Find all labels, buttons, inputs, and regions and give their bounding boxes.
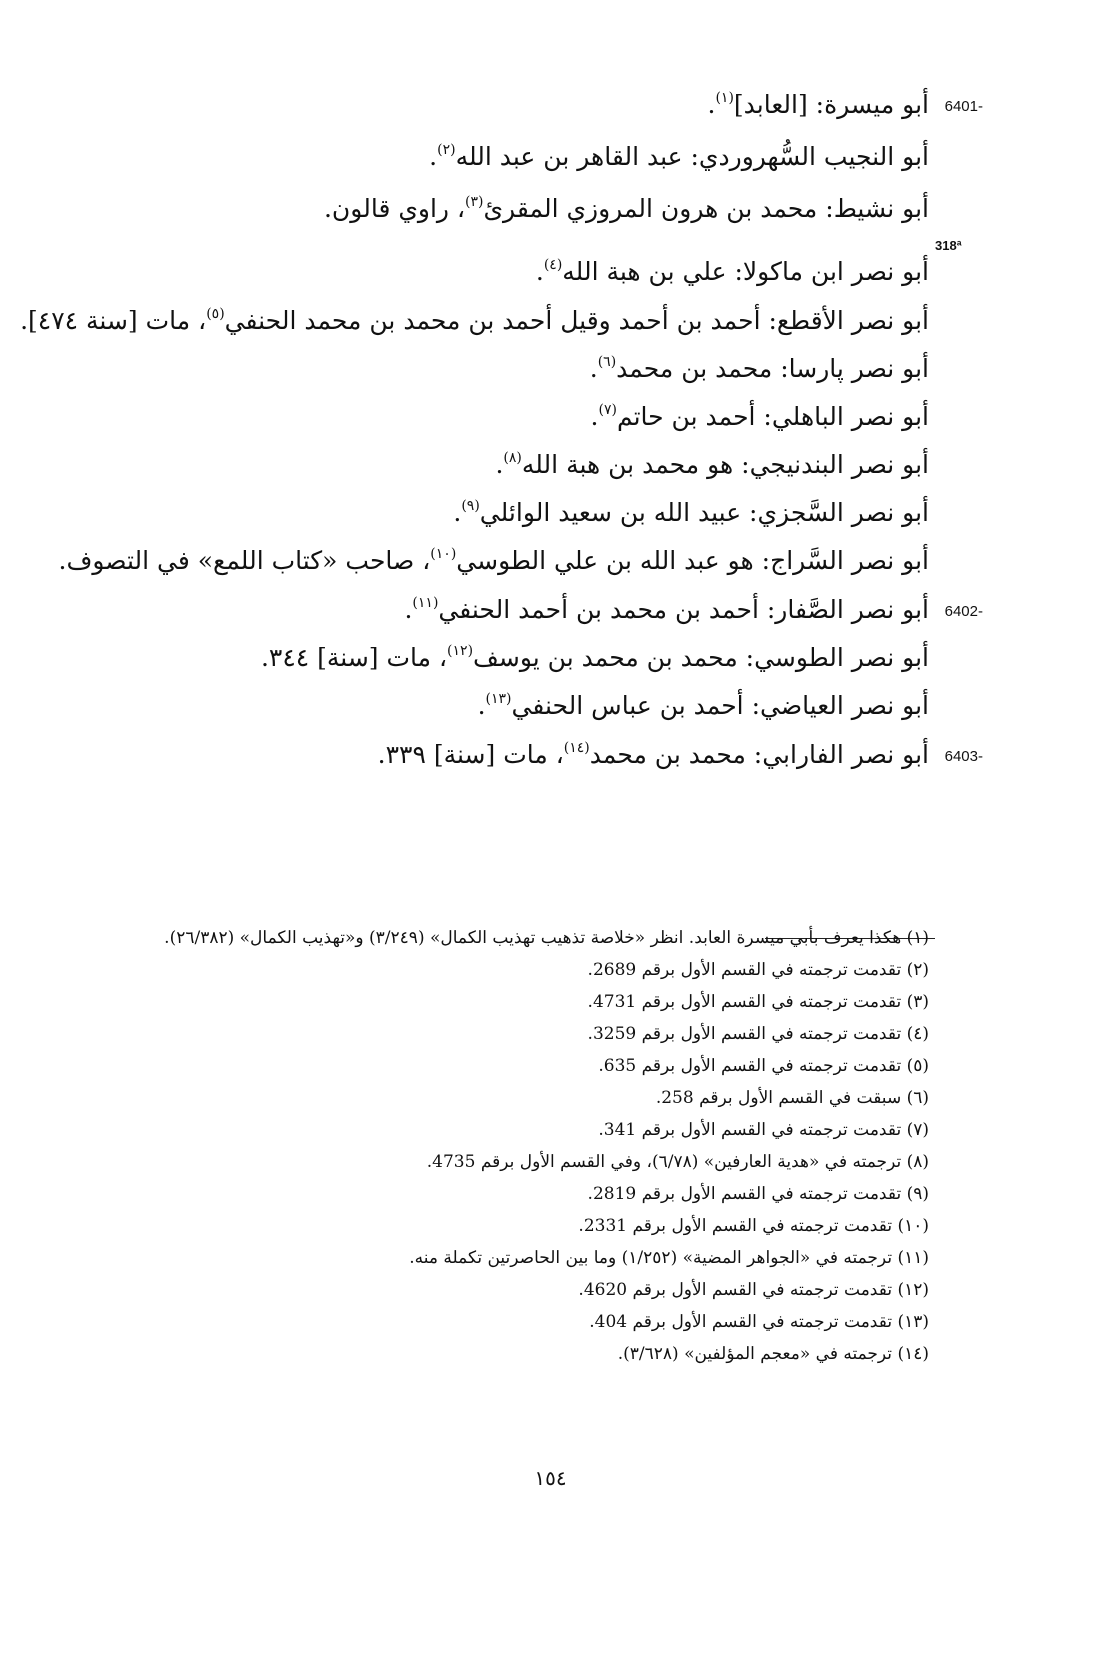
entry-8 — [495, 448, 929, 482]
footnote-ref[interactable]: (٣) — [465, 194, 484, 210]
footnote-13: (١٣) تقدمت ترجمته في القسم الأول برقم 404. — [589, 1312, 929, 1332]
entry-text-tail: ، مات [سنة ٤٧٤]. — [20, 306, 207, 335]
entry-text: أبو نصر البندنيجي: هو محمد بن هبة الله — [521, 450, 929, 479]
page-number: ١٥٤ — [534, 1466, 567, 1490]
footnote-ref[interactable]: (١) — [715, 90, 734, 106]
entry-text: أبو نصر پارسا: محمد بن محمد — [616, 354, 929, 383]
entry-4 — [536, 255, 929, 289]
footnote-2: (٢) تقدمت ترجمته في القسم الأول برقم 2689. — [587, 960, 929, 980]
entry-text: أبو نصر العياضي: أحمد بن عباس الحنفي — [511, 691, 929, 720]
footnote-12: (١٢) تقدمت ترجمته في القسم الأول برقم 4620. — [578, 1280, 929, 1300]
footnote-ref[interactable]: (١٠) — [430, 546, 457, 562]
footnote-5: (٥) تقدمت ترجمته في القسم الأول برقم 635. — [598, 1056, 929, 1076]
footnote-9: (٩) تقدمت ترجمته في القسم الأول برقم 2819. — [587, 1184, 929, 1204]
entry-text-tail: . — [429, 142, 438, 171]
entry-text: أبو نشيط: محمد بن هرون المروزي المقرئ — [483, 194, 929, 223]
entry-text: أبو النجيب السُّهروردي: عبد القاهر بن عبد الله — [455, 142, 929, 171]
entry-text-tail: ، مات [سنة] ٣٤٤. — [260, 643, 448, 672]
entry-text-tail: ، صاحب «كتاب اللمع» في التصوف. — [58, 546, 431, 575]
entry-number: 6403- — [944, 748, 983, 765]
entry-7 — [591, 400, 929, 434]
entry-text: أبو نصر الأقطع: أحمد بن أحمد وقيل أحمد بن محمد بن محمد الحنفي — [224, 306, 929, 335]
footnote-ref[interactable]: (٨) — [503, 450, 522, 466]
footnote-11: (١١) ترجمته في «الجواهر المضية» (١/٢٥٢) وما بين الحاصرتين تكملة منه. — [409, 1248, 929, 1268]
entry-10 — [59, 544, 930, 578]
footnote-ref[interactable]: (٢) — [437, 142, 456, 158]
footnote-ref[interactable]: (٥) — [206, 306, 225, 322]
margin-folio-reference: 318ª — [935, 238, 962, 253]
entry-text-tail: ، راوي قالون. — [323, 194, 466, 223]
entry-text-tail: . — [590, 402, 599, 431]
entry-text: أبو ميسرة: [العابد] — [733, 90, 929, 119]
entry-text: أبو نصر السَّجزي: عبيد الله بن سعيد الوائلي — [479, 498, 929, 527]
footnote-7: (٧) تقدمت ترجمته في القسم الأول برقم 341. — [598, 1120, 929, 1140]
footnote-4: (٤) تقدمت ترجمته في القسم الأول برقم 3259. — [587, 1024, 929, 1044]
footnote-ref[interactable]: (١٢) — [447, 643, 474, 659]
entry-text-tail: . — [453, 498, 462, 527]
entry-number: 6402- — [944, 603, 983, 620]
entry-text-tail: . — [495, 450, 504, 479]
entry-text-tail: ، مات [سنة] ٣٣٩. — [377, 740, 564, 769]
footnote-10: (١٠) تقدمت ترجمته في القسم الأول برقم 2331. — [578, 1216, 929, 1236]
entry-text: أبو نصر الفارابي: محمد بن محمد — [589, 740, 929, 769]
entry-text-tail: . — [707, 90, 716, 119]
entry-3 — [324, 192, 929, 226]
entry-1 — [707, 88, 983, 122]
footnote-ref[interactable]: (٩) — [461, 498, 480, 514]
entry-text: أبو نصر الصَّفار: أحمد بن محمد بن أحمد الحنفي — [438, 595, 929, 624]
entry-text: أبو نصر ابن ماكولا: علي بن هبة الله — [562, 257, 929, 286]
footnote-3: (٣) تقدمت ترجمته في القسم الأول برقم 4731. — [587, 992, 929, 1012]
entry-13 — [478, 689, 929, 723]
footnote-6: (٦) سبقت في القسم الأول برقم 258. — [655, 1088, 929, 1108]
entry-11 — [404, 593, 983, 627]
footnote-14: (١٤) ترجمته في «معجم المؤلفين» (٣/٦٢٨). — [617, 1344, 929, 1364]
entry-text: أبو نصر الطوسي: محمد بن محمد بن يوسف — [473, 643, 929, 672]
entry-12 — [261, 641, 929, 675]
entry-text: أبو نصر السَّراج: هو عبد الله بن علي الطوسي — [456, 546, 929, 575]
footnote-ref[interactable]: (٤) — [543, 257, 563, 273]
entry-text: أبو نصر الباهلي: أحمد بن حاتم — [616, 402, 929, 431]
footnote-1: (١) هكذا يعرف بأبي ميسرة العابد. انظر «خلاصة تذهيب تهذيب الكمال» (٣/٢٤٩) و«تهذيب الكمال» (٢٦/٣٨٢). — [164, 928, 929, 948]
entry-text-tail: . — [589, 354, 598, 383]
entry-2 — [429, 140, 929, 174]
entry-14 — [377, 738, 983, 772]
entry-5 — [20, 304, 929, 338]
entry-text-tail: . — [477, 691, 486, 720]
entry-6 — [590, 352, 929, 386]
entry-text-tail: . — [535, 257, 544, 286]
entry-number: 6401- — [944, 98, 983, 115]
footnote-ref[interactable]: (١١) — [412, 595, 439, 611]
footnote-ref[interactable]: (٧) — [598, 402, 617, 418]
entry-9 — [453, 496, 929, 530]
footnote-8: (٨) ترجمته في «هدية العارفين» (٦/٧٨)، وفي القسم الأول برقم 4735. — [426, 1152, 929, 1172]
footnote-ref[interactable]: (١٤) — [563, 740, 590, 756]
entry-text-tail: . — [404, 595, 413, 624]
footnote-ref[interactable]: (٦) — [597, 354, 617, 370]
footnote-ref[interactable]: (١٣) — [485, 691, 512, 707]
